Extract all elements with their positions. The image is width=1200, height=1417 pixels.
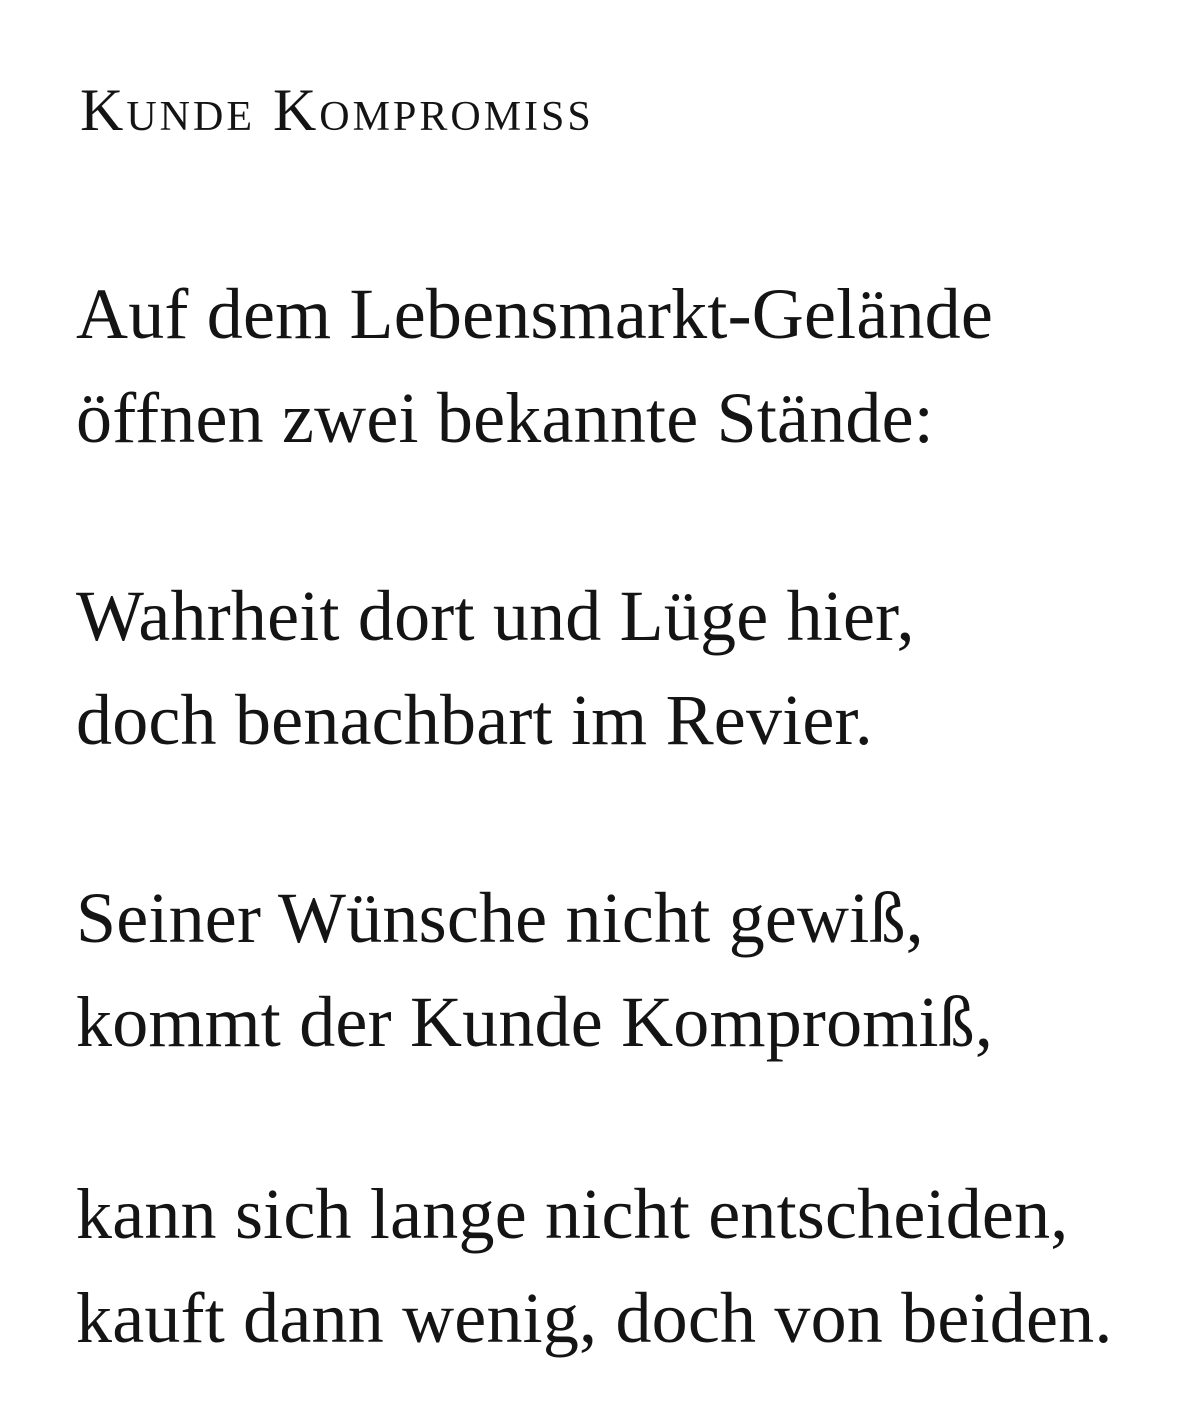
stanza: [76, 866, 1176, 1074]
verse-line: kommt der Kunde Kompromiß,: [76, 982, 994, 1062]
stanza: [76, 564, 1176, 772]
verse-line: kauft dann wenig, doch von beiden.: [76, 1278, 1113, 1358]
stanza: [76, 1162, 1176, 1370]
verse-line: kann sich lange nicht entscheiden,: [76, 1174, 1069, 1254]
verse-line: Seiner Wünsche nicht gewiß,: [76, 878, 924, 958]
verse-line: öffnen zwei bekannte Stände:: [76, 378, 934, 458]
stanza: [76, 262, 1176, 470]
verse-line: Wahrheit dort und Lüge hier,: [76, 576, 915, 656]
verse-line: Auf dem Lebensmarkt-Gelände: [76, 274, 994, 354]
verse-line: doch benachbart im Revier.: [76, 680, 873, 760]
poem-title: Kunde Kompromiss: [80, 77, 594, 143]
